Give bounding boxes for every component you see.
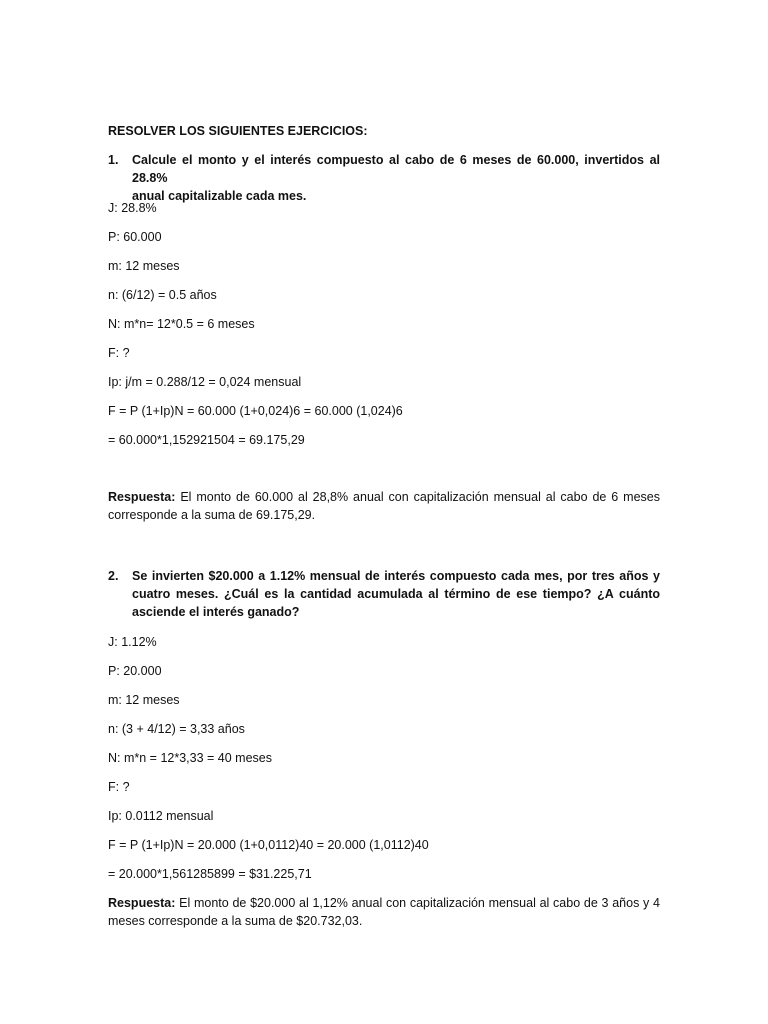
exercise-1-step: n: (6/12) = 0.5 años [108,288,217,302]
document-heading: RESOLVER LOS SIGUIENTES EJERCICIOS: [108,124,368,138]
exercise-2-step: Ip: 0.0112 mensual [108,809,214,823]
exercise-1-step: P: 60.000 [108,230,162,244]
answer-label: Respuesta: [108,896,176,910]
exercise-1-step: Ip: j/m = 0.288/12 = 0,024 mensual [108,375,302,389]
exercise-1-statement-line-1: Calcule el monto y el interés compuesto al cabo de 6 meses de 60.000, invertidos al 28.8% [132,153,660,185]
answer-label: Respuesta: [108,490,176,504]
exercise-1-number: 1. [108,153,119,167]
exercise-1-statement [132,151,660,205]
exercise-2-statement-line-1: Se invierten $20.000 a 1.12% mensual de interés compuesto cada mes, por tres años y [132,569,660,583]
exercise-2-answer [108,894,660,930]
exercise-1-step: F: ? [108,346,130,360]
exercise-2-statement [132,567,660,621]
exercise-2-step: F = P (1+Ip)N = 20.000 (1+0,0112)40 = 20.000 (1,0112)40 [108,838,429,852]
exercise-1-step: F = P (1+Ip)N = 60.000 (1+0,024)6 = 60.000 (1,024)6 [108,404,403,418]
exercise-1-answer-line-2: corresponde a la suma de 69.175,29. [108,508,316,522]
exercise-1-answer [108,488,660,524]
exercise-2-statement-line-2: cuatro meses. ¿Cuál es la cantidad acumulada al término de ese tiempo? ¿A cuánto [132,587,660,601]
exercise-2-number: 2. [108,569,119,583]
exercise-2-answer-line-2: meses corresponde a la suma de $20.732,03. [108,914,363,928]
exercise-2-statement-line-3: asciende el interés ganado? [132,605,300,619]
exercise-1-step: J: 28.8% [108,201,157,215]
exercise-2-step: N: m*n = 12*3,33 = 40 meses [108,751,272,765]
exercise-1-statement-line-2: anual capitalizable cada mes. [132,189,307,203]
exercise-1-step: m: 12 meses [108,259,180,273]
exercise-1-step: = 60.000*1,152921504 = 69.175,29 [108,433,305,447]
exercise-1-answer-line-1 [108,488,660,506]
exercise-2-step: m: 12 meses [108,693,180,707]
exercise-2-step: J: 1.12% [108,635,157,649]
exercise-2-step: P: 20.000 [108,664,162,678]
exercise-2-step: n: (3 + 4/12) = 3,33 años [108,722,245,736]
exercise-1-step: N: m*n= 12*0.5 = 6 meses [108,317,255,331]
answer-text: El monto de $20.000 al 1,12% anual con capitalización mensual al cabo de 3 años y 4 [175,896,660,910]
answer-text: El monto de 60.000 al 28,8% anual con capitalización mensual al cabo de 6 meses [175,490,660,504]
exercise-2-step: = 20.000*1,561285899 = $31.225,71 [108,867,312,881]
exercise-2-step: F: ? [108,780,130,794]
exercise-2-answer-line-1 [108,894,660,912]
